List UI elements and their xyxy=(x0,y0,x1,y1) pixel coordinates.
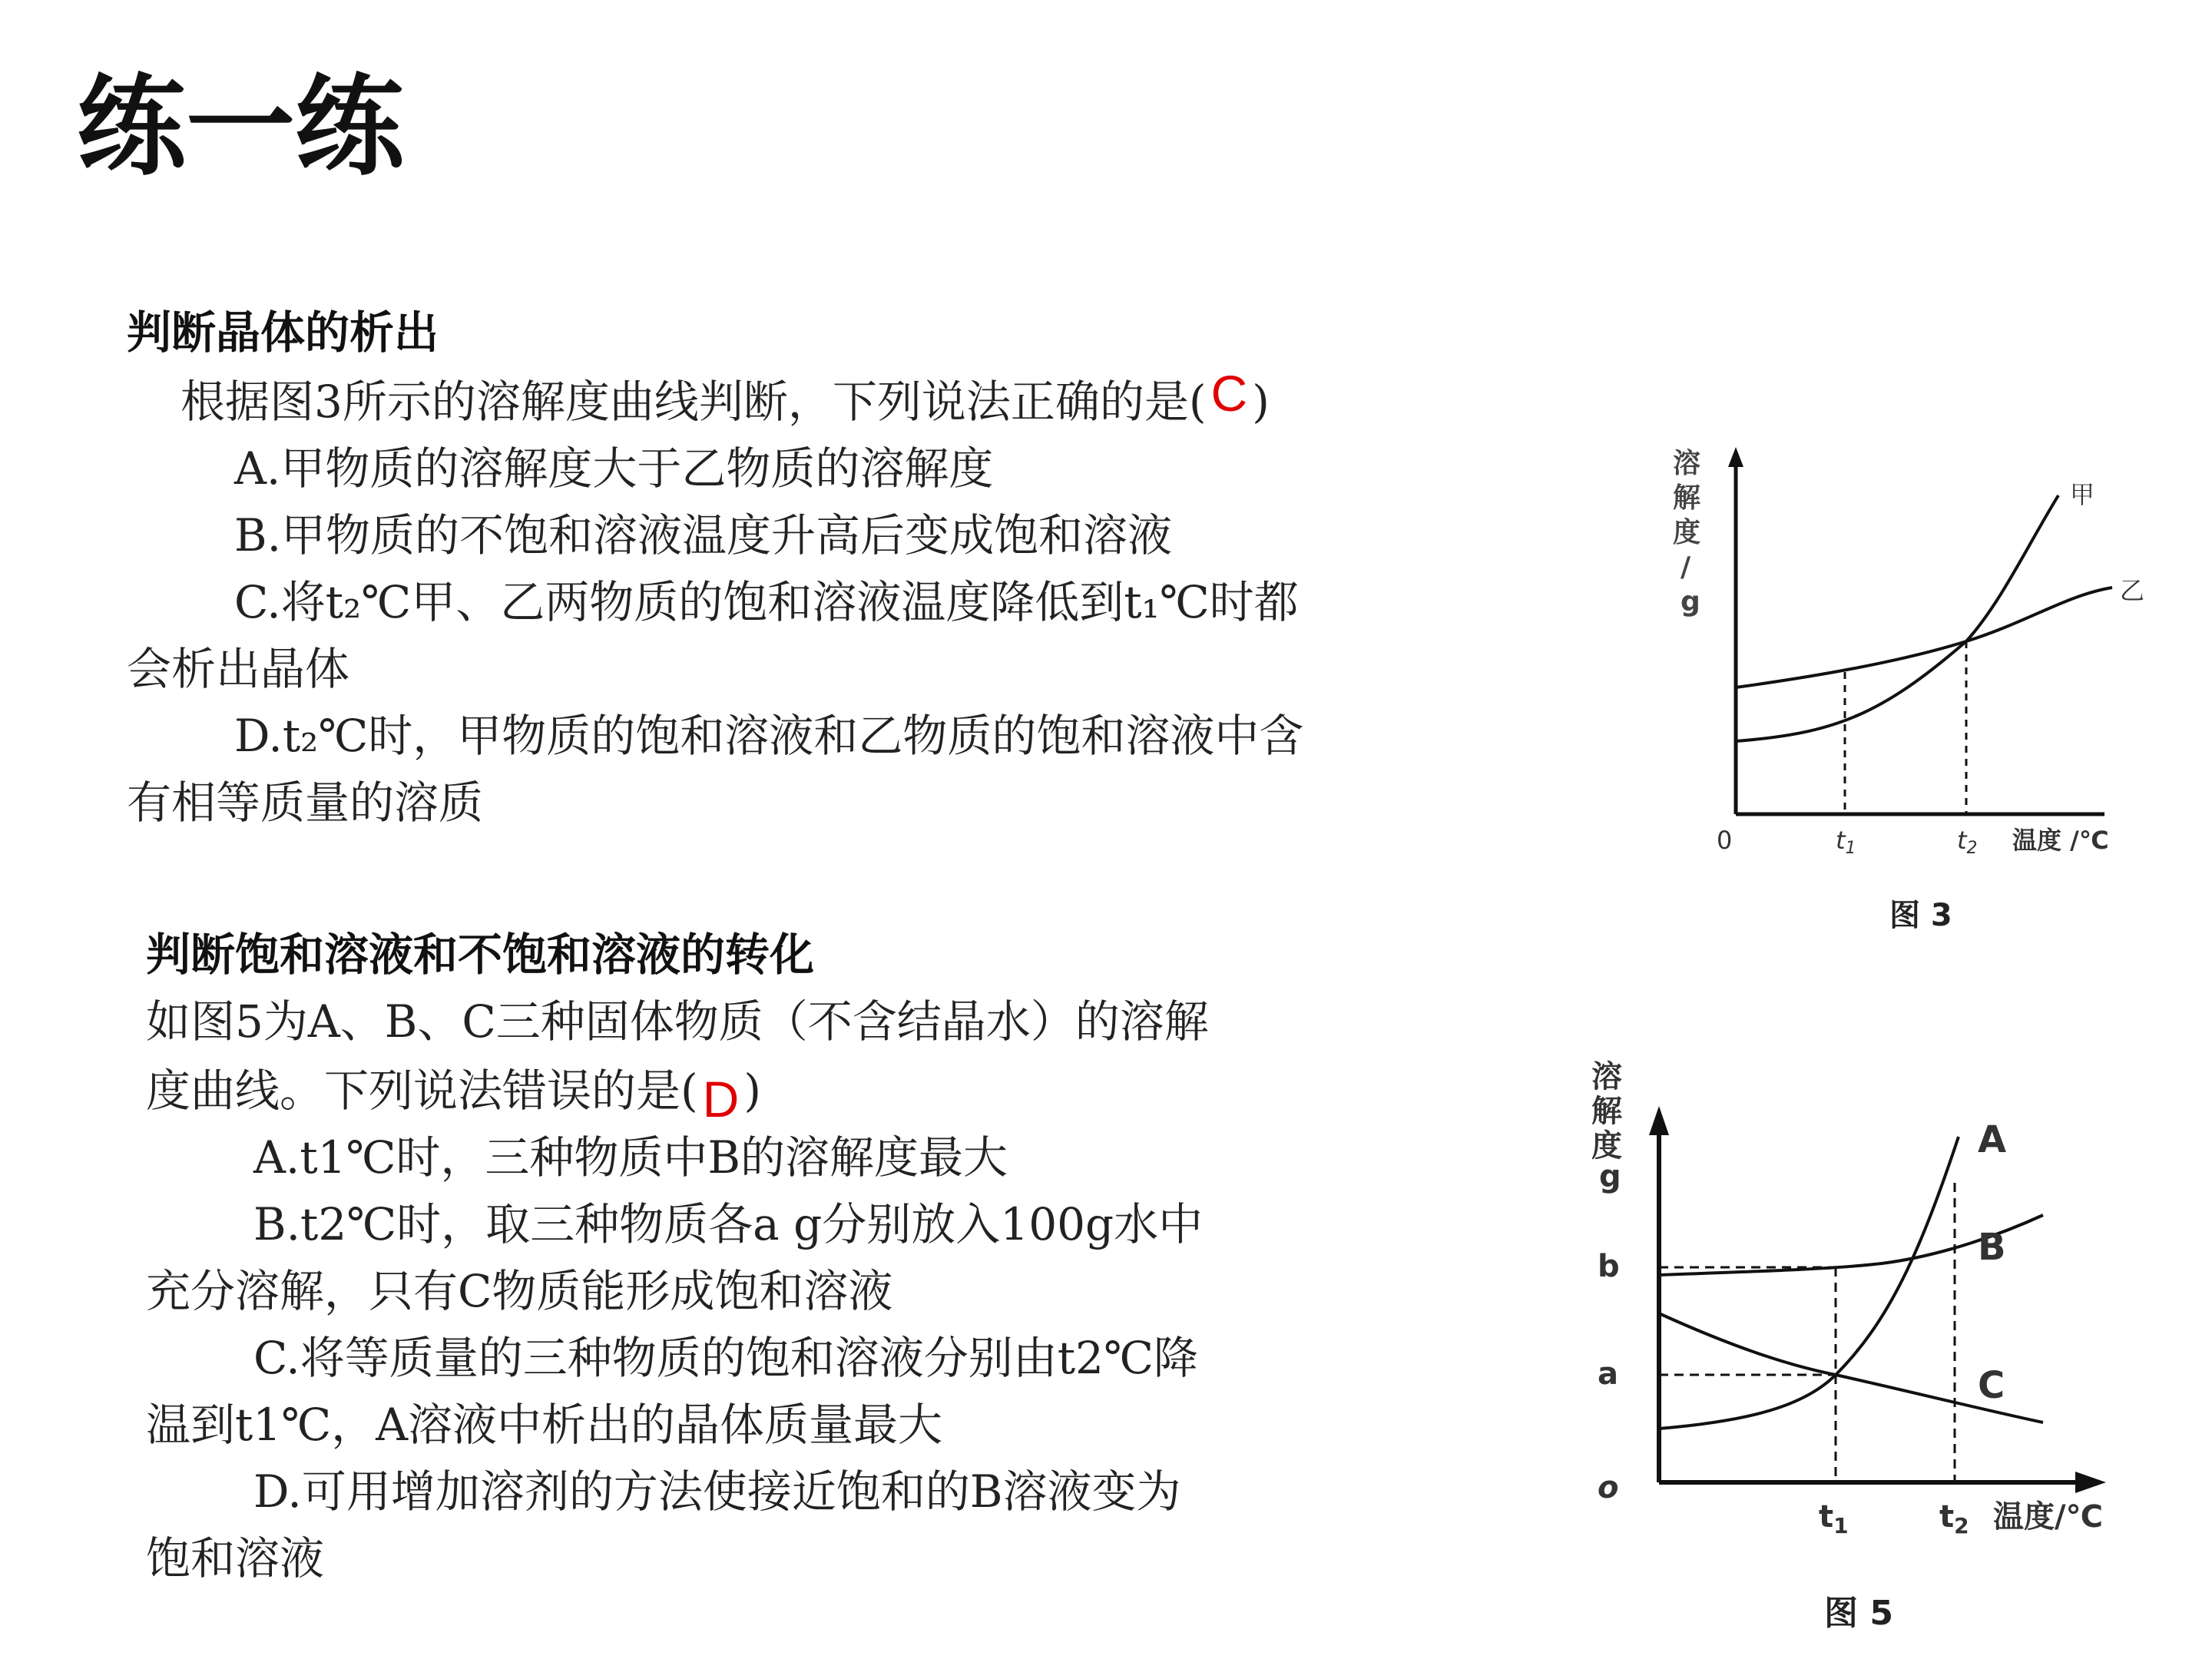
fig5-t2: t xyxy=(1939,1499,1955,1535)
q2-option-d: D.可用增加溶剂的方法使接近饱和的B溶液变为 xyxy=(253,1465,1181,1518)
fig3-caption: 图 3 xyxy=(1889,898,1952,933)
q2-option-d-cont: 饱和溶液 xyxy=(146,1532,325,1584)
fig3-y-arrow xyxy=(1728,447,1743,467)
fig5-x-arrow xyxy=(2075,1472,2106,1493)
fig3-curve-jia xyxy=(1736,495,2058,741)
q2-option-a: A.t1℃时，三种物质中B的溶解度最大 xyxy=(253,1131,1008,1184)
fig3-t2: t xyxy=(1957,826,1967,855)
fig5-t2-label xyxy=(1939,1499,1969,1538)
figure-3 xyxy=(1651,430,2189,968)
q2-heading: 判断饱和溶液和不饱和溶液的转化 xyxy=(146,929,815,981)
fig5-curve-c-label: C xyxy=(1978,1364,2005,1407)
fig5-curve-a-label: A xyxy=(1978,1118,2007,1161)
q2-answer: D xyxy=(702,1071,740,1128)
fig5-curve-b-label: B xyxy=(1978,1226,2006,1269)
fig3-curve-jia-label: 甲 xyxy=(2070,480,2095,509)
fig5-b-label: b xyxy=(1598,1249,1620,1284)
q2-option-c: C.将等质量的三种物质的饱和溶液分别由t2℃降 xyxy=(253,1332,1198,1384)
fig3-t1-sub: 1 xyxy=(1845,839,1856,858)
q1-stem xyxy=(127,366,1303,435)
fig3-t1-label xyxy=(1836,826,1856,858)
q1-option-d: D.t₂℃时，甲物质的饱和溶液和乙物质的饱和溶液中含 xyxy=(234,710,1304,762)
q2-stem: 如图5为A、B、C三种固体物质（不含结晶水）的溶解 xyxy=(146,995,1209,1048)
fig3-y-label-1: 溶 xyxy=(1673,448,1701,479)
q1-option-b: B.甲物质的不饱和溶液温度升高后变成饱和溶液 xyxy=(234,509,1173,561)
fig5-y-label-1: 溶 xyxy=(1591,1059,1622,1094)
fig3-curve-yi xyxy=(1736,588,2112,687)
fig5-a-label: a xyxy=(1598,1356,1618,1392)
q1-heading: 判断晶体的析出 xyxy=(127,306,439,359)
fig5-t1-sub: 1 xyxy=(1833,1513,1849,1538)
fig3-x-label: 温度 /℃ xyxy=(2012,826,2109,855)
q1-option-c: C.将t₂℃甲、乙两物质的饱和溶液温度降低到t₁℃时都 xyxy=(234,576,1299,628)
q2-option-c-cont: 温到t1℃，A溶液中析出的晶体质量最大 xyxy=(146,1399,942,1451)
fig3-curve-yi-label: 乙 xyxy=(2120,576,2145,605)
q2-stem-close: ) xyxy=(743,1065,761,1117)
fig3-t2-sub: 2 xyxy=(1966,839,1978,858)
q2-stem-cont xyxy=(146,1055,1209,1128)
q1-option-c-cont: 会析出晶体 xyxy=(127,643,350,695)
fig5-x-label: 温度/℃ xyxy=(1993,1499,2104,1535)
fig5-y-label-2: 解 xyxy=(1591,1094,1622,1129)
fig5-y-arrow xyxy=(1649,1106,1669,1135)
fig5-t1-label xyxy=(1819,1499,1849,1538)
fig5-t1: t xyxy=(1819,1499,1834,1535)
q1-stem-close: ) xyxy=(1252,376,1270,428)
fig5-t2-sub: 2 xyxy=(1954,1513,1969,1538)
q2-option-b: B.t2℃时，取三种物质各a g分别放入100g水中 xyxy=(253,1198,1204,1250)
question-1 xyxy=(127,300,1303,836)
fig3-y-label-4: / xyxy=(1681,551,1691,583)
q1-option-d-cont: 有相等质量的溶质 xyxy=(127,777,484,829)
fig5-caption: 图 5 xyxy=(1824,1594,1893,1633)
fig3-t2-label xyxy=(1957,826,1978,858)
fig3-y-label-5: g xyxy=(1681,586,1700,618)
q2-stem-text: 度曲线。下列说法错误的是( xyxy=(146,1065,698,1117)
fig5-origin: o xyxy=(1598,1470,1619,1505)
question-2 xyxy=(146,922,1209,1592)
q1-answer: C xyxy=(1210,365,1248,422)
fig3-origin: 0 xyxy=(1717,826,1733,855)
slide-title: 练一练 xyxy=(77,64,404,190)
q1-stem-text: 根据图3所示的溶解度曲线判断，下列说法正确的是( xyxy=(180,376,1207,428)
fig5-y-label-4: g xyxy=(1599,1159,1621,1194)
fig3-y-label-3: 度 xyxy=(1673,517,1701,548)
figure-5 xyxy=(1575,1052,2158,1636)
q1-option-a: A.甲物质的溶解度大于乙物质的溶解度 xyxy=(234,442,994,495)
fig5-y-label-3: 度 xyxy=(1591,1128,1622,1164)
fig3-y-label-2: 解 xyxy=(1673,482,1701,514)
fig5-curve-a xyxy=(1659,1137,1959,1429)
fig3-t1: t xyxy=(1836,826,1846,855)
q2-option-b-cont: 充分溶解，只有C物质能形成饱和溶液 xyxy=(146,1265,893,1317)
